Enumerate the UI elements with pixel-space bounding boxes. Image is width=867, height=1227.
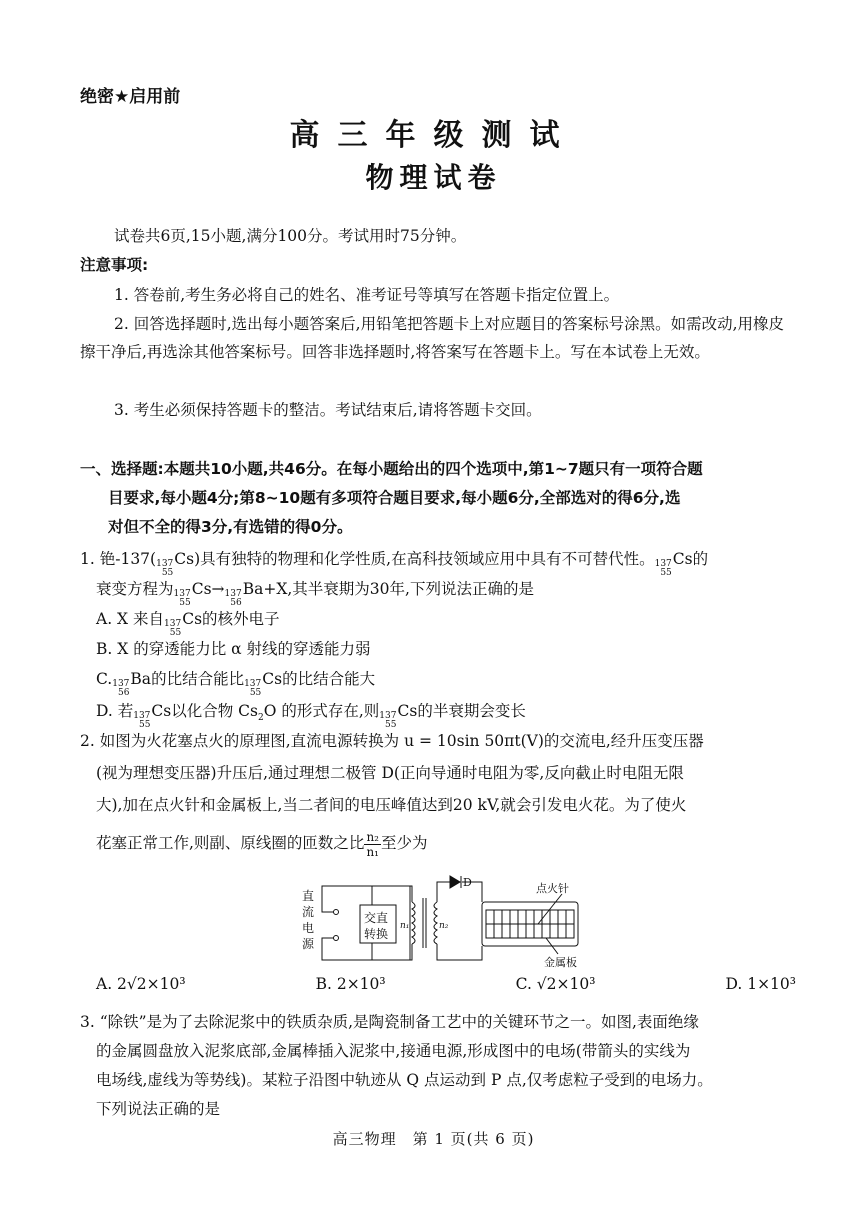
q2-text: 至少为: [380, 834, 428, 852]
question-3-line-2: 的金属圆盘放入泥浆底部,金属棒插入泥浆中,接通电源,形成图中的电场(带箭头的实线为: [96, 1042, 691, 1060]
q2-text: 花塞正常工作,则副、原线圈的匝数之比: [96, 834, 365, 852]
exam-subtitle: 物理试卷: [365, 161, 502, 194]
diode-icon: [450, 876, 460, 888]
confidential-label: 绝密★启用前: [80, 87, 181, 107]
cs-isotope: 137 55: [156, 559, 174, 578]
q2-option-b: B. 2×10³: [315, 975, 386, 993]
converter-label-2: 转换: [364, 927, 389, 941]
q1-option-c: C. 137 56 Ba的比结合能比 137 55 Cs的比结合能大: [96, 670, 376, 698]
question-2-line-2: (视为理想变压器)升压后,通过理想二极管 D(正向导通时电阻为零,反向截止时电阻无限: [96, 764, 684, 782]
section-1-line-2: 目要求,每小题4分;第8~10题有多项符合题目要求,每小题6分,全部选对的得6分,选: [108, 489, 681, 507]
decay-arrow: →: [211, 580, 225, 598]
q2-option-d: D. 1×10³: [725, 975, 796, 993]
section-1-line-3: 对但不全的得3分,有选错的得0分。: [108, 518, 353, 536]
terminal: [334, 936, 339, 941]
cs-symbol: Cs: [672, 550, 693, 568]
spark-plug-circuit-diagram: [300, 872, 610, 968]
cs-symbol: Cs: [191, 580, 212, 598]
q2-option-c: C. √2×10³: [515, 975, 596, 993]
cs-isotope: 137 55: [654, 559, 672, 578]
primary-coil: [412, 902, 415, 944]
question-3-line-1: 3. “除铁”是为了去除泥浆中的铁质杂质,是陶瓷制备工艺中的关键环节之一。如图,表面绝缘: [80, 1013, 699, 1031]
ba-isotope: 137 56: [224, 589, 242, 608]
secondary-coil: [434, 902, 437, 944]
notice-item-2: 2. 回答选择题时,选出每小题答案后,用铅笔把答题卡上对应题目的答案标号涂黑。如需改动,用橡皮擦干净后,再选涂其他答案标号。回答非选择题时,将答案写在答题卡上。写在本试卷上无效。: [80, 315, 784, 361]
question-3-line-3: 电场线,虚线为等势线)。某粒子沿图中轨迹从 Q 点运动到 P 点,仅考虑粒子受到的电场力。: [96, 1071, 713, 1089]
q1-text: 衰变方程为: [96, 580, 174, 598]
diode-label: D: [463, 876, 472, 889]
question-2-line-4: [96, 823, 800, 863]
source-label-4: 源: [302, 937, 315, 951]
section-1-line-1: 一、选择题:本题共10小题,共46分。在每小题给出的四个选项中,第1~7题只有一项符合题: [80, 460, 703, 478]
page-footer: 高三物理 第 1 页(共 6 页): [332, 1130, 535, 1148]
section-1-heading: [80, 455, 800, 542]
question-2-line-3: 大),加在点火针和金属板上,当二者间的电压峰值达到20 kV,就会引发电火花。为了使火: [96, 796, 687, 814]
ba-symbol: Ba: [242, 580, 264, 598]
plate-label: 金属板: [544, 956, 577, 968]
q1-option-a: A. X 来自 137 55 Cs的核外电子: [96, 610, 280, 638]
source-label-2: 流: [302, 905, 315, 919]
source-label-3: 电: [302, 921, 315, 935]
wire: [437, 944, 482, 960]
converter-label-1: 交直: [364, 911, 389, 925]
cs-isotope: 137 55: [173, 589, 191, 608]
question-1-stem-line-2: [96, 575, 816, 608]
question-1-stem-line-1: [80, 545, 800, 578]
q1-option-b: B. X 的穿透能力比 α 射线的穿透能力弱: [96, 640, 371, 658]
notice-item-1: 1. 答卷前,考生务必将自己的姓名、准考证号等填写在答题卡指定位置上。: [114, 286, 620, 304]
exam-summary: 试卷共6页,15小题,满分100分。考试用时75分钟。: [114, 227, 467, 245]
source-label-1: 直: [302, 889, 315, 903]
needle-label: 点火针: [536, 882, 569, 895]
terminal: [334, 910, 339, 915]
exam-title: 高三年级测试: [289, 118, 578, 153]
cs-symbol: Cs: [174, 550, 195, 568]
question-2-line-1: 2. 如图为火花塞点火的原理图,直流电源转换为 u = 10sin 50πt(V)的交流电,经升压变压器: [80, 732, 704, 750]
q2-option-a: A. 2√2×10³: [96, 975, 186, 993]
question-3-line-4: 下列说法正确的是: [96, 1100, 221, 1118]
q1-text: )具有独特的物理和化学性质,在高科技领域应用中具有不可替代性。: [194, 550, 655, 568]
notice-title: 注意事项:: [80, 256, 149, 274]
q1-text: 的: [692, 550, 709, 568]
notice-item-3: 3. 考生必须保持答题卡的整洁。考试结束后,请将答题卡交回。: [114, 401, 542, 419]
q1-text: 1. 铯-137(: [80, 550, 157, 568]
q1-text: +X,其半衰期为30年,下列说法正确的是: [263, 580, 534, 598]
q1-option-d: D. 若 137 55 Cs以化合物 $Cs_2O$ 的形式存在,则 137 55 Cs的半衰期会变长: [96, 702, 526, 730]
q2-options: [96, 975, 796, 1003]
n2-label: n₂: [439, 921, 449, 931]
turns-ratio-fraction: $\frac{\text{n₂}}{\text{n₁}}$: [366, 829, 379, 859]
wire: [437, 882, 450, 902]
n1-label: n₁: [400, 921, 410, 931]
